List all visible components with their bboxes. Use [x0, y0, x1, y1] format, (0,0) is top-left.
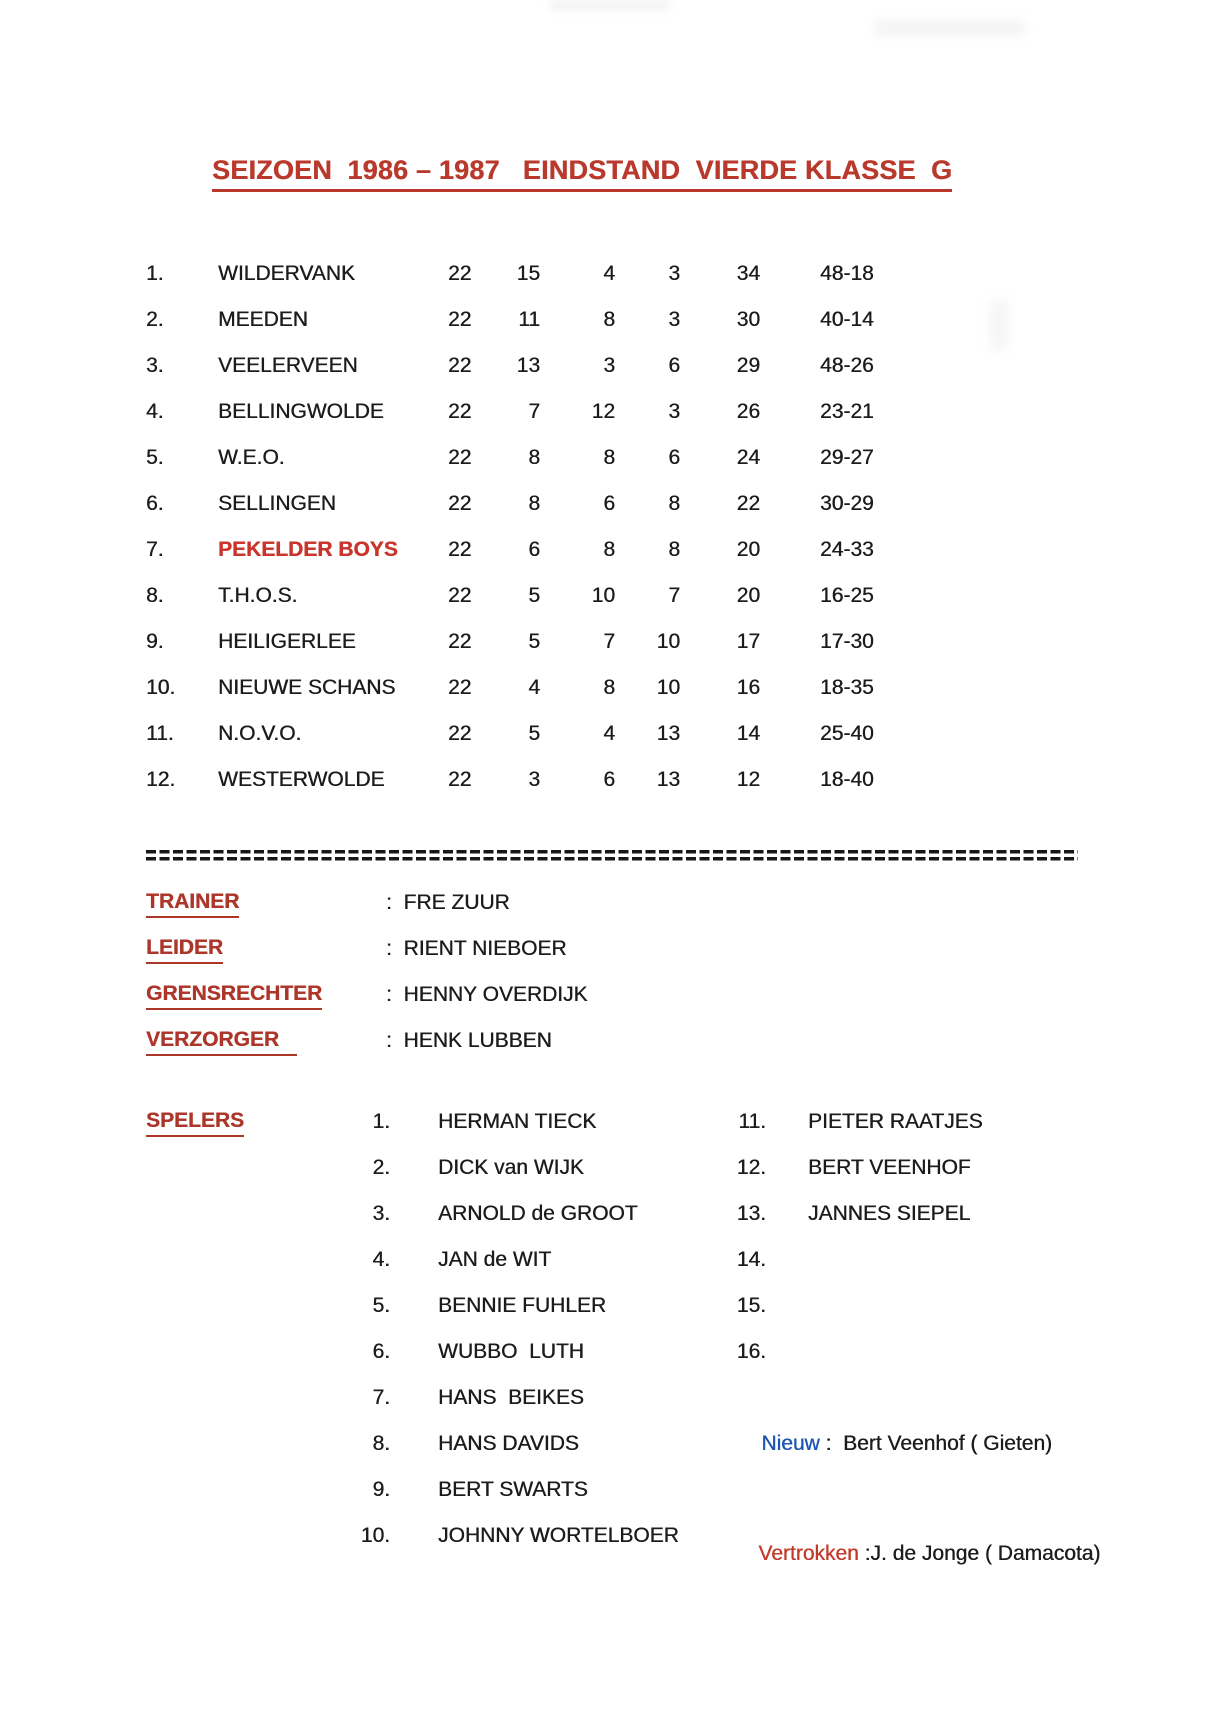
vertrokken-colon: : — [858, 1542, 871, 1565]
nieuw-label: Nieuw — [761, 1432, 820, 1455]
won-count: 11 — [518, 308, 540, 331]
position-number: 11. — [146, 722, 174, 745]
position-number: 10. — [146, 676, 176, 699]
points-count: 17 — [736, 630, 760, 653]
vertrokken-label: Vertrokken — [758, 1542, 859, 1565]
players-right-column — [732, 1099, 983, 1375]
drawn-count: 10 — [591, 584, 615, 607]
goal-difference: 18-35 — [820, 676, 874, 699]
points-count: 22 — [736, 492, 760, 515]
standings-row — [146, 665, 880, 711]
standings-table — [146, 251, 880, 803]
goal-difference: 30-29 — [820, 492, 874, 515]
player-name: BERT SWARTS — [438, 1478, 588, 1501]
played-count: 22 — [448, 584, 472, 607]
player-name: JANNES SIEPEL — [808, 1202, 971, 1225]
won-count: 4 — [528, 676, 540, 699]
staff-role-cell — [146, 880, 386, 926]
team-name: PEKELDER BOYS — [218, 538, 398, 561]
staff-row — [146, 972, 588, 1018]
team-name: T.H.O.S. — [218, 584, 298, 607]
staff-colon: : — [386, 937, 404, 960]
standings-row — [146, 711, 880, 757]
player-name: ARNOLD de GROOT — [438, 1202, 638, 1225]
won-count: 5 — [528, 584, 540, 607]
staff-list — [146, 880, 588, 1064]
lost-count: 7 — [668, 584, 680, 607]
player-name: BERT VEENHOF — [808, 1156, 971, 1179]
player-number: 3. — [372, 1202, 390, 1225]
staff-role-cell — [146, 926, 386, 972]
team-name: W.E.O. — [218, 446, 285, 469]
drawn-count: 8 — [603, 538, 615, 561]
played-count: 22 — [448, 262, 472, 285]
player-number: 14. — [736, 1248, 766, 1271]
staff-name: HENK LUBBEN — [403, 1029, 552, 1052]
standings-row — [146, 297, 880, 343]
vertrokken-note — [735, 1485, 1101, 1565]
position-number: 3. — [146, 354, 164, 377]
played-count: 22 — [448, 308, 472, 331]
player-name: BENNIE FUHLER — [438, 1294, 607, 1317]
drawn-count: 6 — [603, 492, 615, 515]
staff-name: RIENT NIEBOER — [403, 937, 567, 960]
team-name: WESTERWOLDE — [218, 768, 385, 791]
nieuw-value: Bert Veenhof ( Gieten) — [843, 1432, 1053, 1455]
player-number: 12. — [736, 1156, 766, 1179]
lost-count: 6 — [668, 354, 680, 377]
staff-role-cell — [146, 1018, 386, 1064]
points-count: 20 — [736, 538, 760, 561]
players-left-column — [356, 1099, 679, 1559]
lost-count: 3 — [668, 262, 680, 285]
player-row — [732, 1329, 983, 1375]
goal-difference: 48-18 — [820, 262, 874, 285]
team-name: HEILIGERLEE — [218, 630, 356, 653]
goal-difference: 17-30 — [820, 630, 874, 653]
player-row — [356, 1467, 679, 1513]
standings-row — [146, 343, 880, 389]
player-number: 8. — [372, 1432, 390, 1455]
player-row — [356, 1513, 679, 1559]
player-row — [732, 1237, 983, 1283]
player-row — [356, 1421, 679, 1467]
played-count: 22 — [448, 492, 472, 515]
drawn-count: 8 — [603, 676, 615, 699]
player-name: HANS DAVIDS — [438, 1432, 579, 1455]
position-number: 9. — [146, 630, 164, 653]
team-name: VEELERVEEN — [218, 354, 358, 377]
player-number: 5. — [372, 1294, 390, 1317]
won-count: 7 — [528, 400, 540, 423]
scan-artifact — [550, 0, 670, 10]
player-number: 13. — [736, 1202, 766, 1225]
won-count: 8 — [528, 492, 540, 515]
lost-count: 13 — [656, 722, 680, 745]
player-name: JAN de WIT — [438, 1248, 552, 1271]
player-number: 6. — [372, 1340, 390, 1363]
lost-count: 6 — [668, 446, 680, 469]
staff-colon: : — [386, 983, 404, 1006]
won-count: 6 — [528, 538, 540, 561]
lost-count: 8 — [668, 492, 680, 515]
won-count: 3 — [528, 768, 540, 791]
played-count: 22 — [448, 768, 472, 791]
lost-count: 3 — [668, 308, 680, 331]
player-name: WUBBO LUTH — [438, 1340, 584, 1363]
staff-role-label: TRAINER — [146, 889, 239, 917]
won-count: 8 — [528, 446, 540, 469]
nieuw-colon: : — [819, 1432, 844, 1455]
player-row — [356, 1145, 679, 1191]
lost-count: 3 — [668, 400, 680, 423]
player-number: 2. — [372, 1156, 390, 1179]
played-count: 22 — [448, 538, 472, 561]
team-name: MEEDEN — [218, 308, 308, 331]
points-count: 14 — [736, 722, 760, 745]
points-count: 30 — [736, 308, 760, 331]
staff-colon: : — [386, 1029, 404, 1052]
player-number: 16. — [736, 1340, 766, 1363]
staff-name: HENNY OVERDIJK — [403, 983, 588, 1006]
goal-difference: 48-26 — [820, 354, 874, 377]
player-row — [356, 1237, 679, 1283]
played-count: 22 — [448, 676, 472, 699]
standings-row — [146, 481, 880, 527]
player-row — [356, 1191, 679, 1237]
player-name: DICK van WIJK — [438, 1156, 584, 1179]
points-count: 16 — [736, 676, 760, 699]
player-number: 11. — [738, 1110, 766, 1133]
staff-role-cell — [146, 972, 386, 1018]
goal-difference: 25-40 — [820, 722, 874, 745]
lost-count: 10 — [656, 676, 680, 699]
standings-row — [146, 757, 880, 803]
player-row — [732, 1283, 983, 1329]
points-count: 24 — [736, 446, 760, 469]
played-count: 22 — [448, 630, 472, 653]
scan-artifact — [875, 20, 1025, 36]
standings-row — [146, 435, 880, 481]
vertrokken-value: J. de Jonge ( Damacota) — [870, 1542, 1101, 1565]
points-count: 29 — [736, 354, 760, 377]
player-row — [732, 1191, 983, 1237]
won-count: 5 — [528, 722, 540, 745]
won-count: 15 — [516, 262, 540, 285]
page-title: SEIZOEN 1986 – 1987 EINDSTAND VIERDE KLASSE G — [212, 155, 952, 192]
position-number: 6. — [146, 492, 164, 515]
player-name: HERMAN TIECK — [438, 1110, 597, 1133]
goal-difference: 16-25 — [820, 584, 874, 607]
standings-row — [146, 619, 880, 665]
lost-count: 10 — [656, 630, 680, 653]
players-section — [146, 1099, 244, 1145]
goal-difference: 29-27 — [820, 446, 874, 469]
won-count: 5 — [528, 630, 540, 653]
points-count: 12 — [736, 768, 760, 791]
standings-row — [146, 573, 880, 619]
position-number: 5. — [146, 446, 164, 469]
drawn-count: 6 — [603, 768, 615, 791]
goal-difference: 24-33 — [820, 538, 874, 561]
lost-count: 13 — [656, 768, 680, 791]
staff-row — [146, 1018, 588, 1064]
won-count: 13 — [516, 354, 540, 377]
player-row — [356, 1375, 679, 1421]
goal-difference: 23-21 — [820, 400, 874, 423]
standings-row — [146, 251, 880, 297]
position-number: 4. — [146, 400, 164, 423]
played-count: 22 — [448, 446, 472, 469]
position-number: 1. — [146, 262, 164, 285]
position-number: 7. — [146, 538, 164, 561]
team-name: BELLINGWOLDE — [218, 400, 384, 423]
player-row — [356, 1329, 679, 1375]
staff-role-label: LEIDER — [146, 935, 223, 963]
drawn-count: 8 — [603, 446, 615, 469]
player-number: 10. — [360, 1524, 390, 1547]
standings-row — [146, 527, 880, 573]
team-name: SELLINGEN — [218, 492, 336, 515]
staff-row — [146, 926, 588, 972]
player-number: 1. — [372, 1110, 390, 1133]
section-divider — [146, 849, 1078, 861]
drawn-count: 7 — [603, 630, 615, 653]
player-name: HANS BEIKES — [438, 1386, 584, 1409]
player-row — [356, 1099, 679, 1145]
staff-role-label: GRENSRECHTER — [146, 981, 322, 1009]
staff-role-label: VERZORGER — [146, 1027, 297, 1055]
points-count: 34 — [736, 262, 760, 285]
points-count: 20 — [736, 584, 760, 607]
player-number: 7. — [372, 1386, 390, 1409]
lost-count: 8 — [668, 538, 680, 561]
points-count: 26 — [736, 400, 760, 423]
drawn-count: 3 — [603, 354, 615, 377]
player-row — [732, 1099, 983, 1145]
player-number: 4. — [372, 1248, 390, 1271]
player-number: 15. — [736, 1294, 766, 1317]
player-name: JOHNNY WORTELBOER — [438, 1524, 679, 1547]
staff-name: FRE ZUUR — [403, 891, 510, 914]
team-name: N.O.V.O. — [218, 722, 302, 745]
drawn-count: 4 — [603, 722, 615, 745]
position-number: 2. — [146, 308, 164, 331]
player-row — [732, 1145, 983, 1191]
drawn-count: 4 — [603, 262, 615, 285]
drawn-count: 12 — [591, 400, 615, 423]
team-name: NIEUWE SCHANS — [218, 676, 396, 699]
player-number: 9. — [372, 1478, 390, 1501]
staff-colon: : — [386, 891, 404, 914]
scan-artifact — [990, 300, 1008, 350]
standings-row — [146, 389, 880, 435]
played-count: 22 — [448, 354, 472, 377]
goal-difference: 18-40 — [820, 768, 874, 791]
position-number: 12. — [146, 768, 176, 791]
player-row — [356, 1283, 679, 1329]
drawn-count: 8 — [603, 308, 615, 331]
position-number: 8. — [146, 584, 164, 607]
players-section-label: SPELERS — [146, 1108, 244, 1136]
team-name: WILDERVANK — [218, 262, 355, 285]
goal-difference: 40-14 — [820, 308, 874, 331]
staff-row — [146, 880, 588, 926]
played-count: 22 — [448, 722, 472, 745]
played-count: 22 — [448, 400, 472, 423]
nieuw-note — [738, 1375, 1053, 1455]
player-name: PIETER RAATJES — [808, 1110, 983, 1133]
